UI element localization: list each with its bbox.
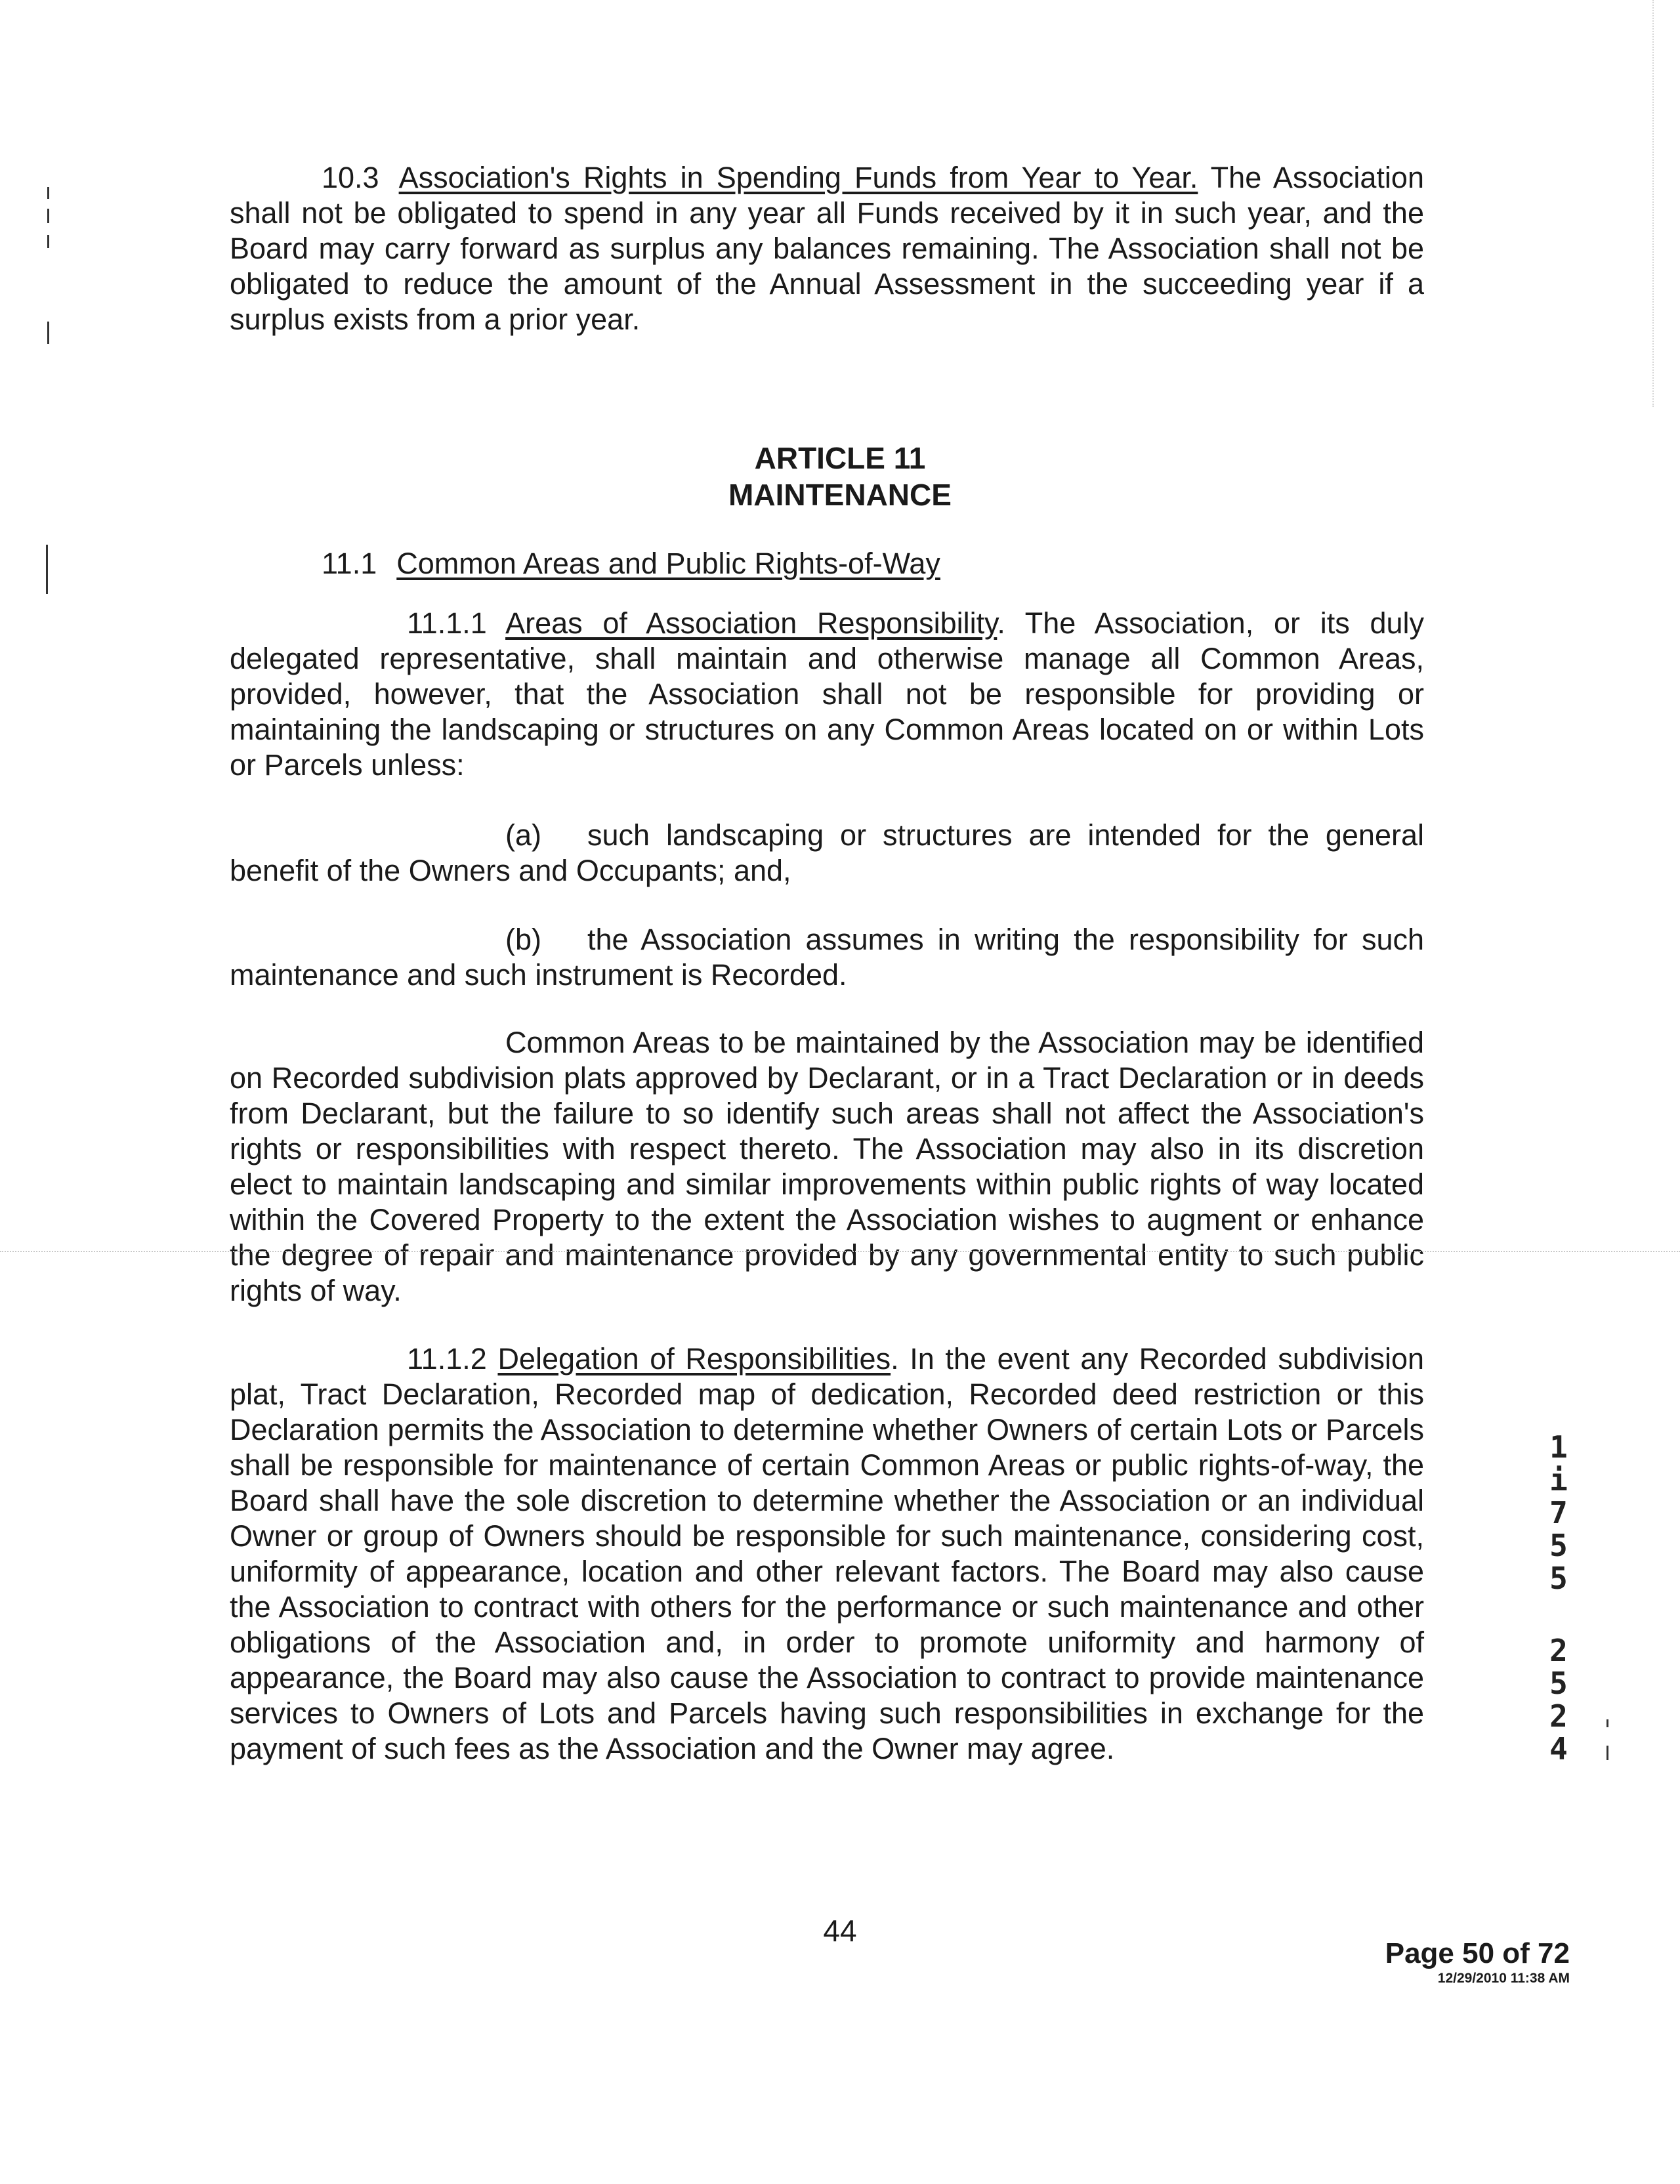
recording-timestamp: 12/29/2010 11:38 AM [1437, 1971, 1570, 1986]
section-number: 10.3 [322, 161, 379, 194]
item-text: the Association assumes in writing the responsibility for such maintenance and such instrument is Recorded. [230, 923, 1424, 992]
stamp-digit: 1 [1549, 1429, 1568, 1465]
stamp-digit: 4 [1549, 1731, 1568, 1767]
section-number: 11.1.1 [407, 606, 487, 640]
margin-tick [1606, 1746, 1608, 1760]
section-title: Delegation of Responsibilities [497, 1342, 891, 1376]
section-title: Common Areas and Public Rights-of-Way [396, 547, 940, 580]
item-text: such landscaping or structures are intended for the general benefit of the Owners and Occupants; and, [230, 818, 1424, 887]
section-number: 11.1.2 [407, 1342, 487, 1376]
item-label: (b) [505, 923, 541, 956]
page-number: 44 [823, 1914, 857, 1948]
stamp-digit: 5 [1549, 1666, 1568, 1701]
section-11-1 [322, 546, 940, 581]
section-title: Association's Rights in Spending Funds from Year to Year. [398, 161, 1198, 194]
common-areas-paragraph: Common Areas to be maintained by the Association may be identified on Recorded subdivision plats approved by Declarant, or in a Tract Declaration or in deeds from Declarant, but the failure to so identify such areas shall not affect the Association's rights or responsibilities with respect thereto. The Association may also in its discretion elect to maintain landscaping and similar improvements within public rights of way located within the Covered Property to the extent the Association wishes to augment or enhance the degree of repair and maintenance provided by any governmental entity to such public rights of way. [230, 1026, 1424, 1307]
item-a [230, 818, 1424, 889]
stamp-digit: 2 [1549, 1698, 1568, 1734]
stamp-digit: 5 [1549, 1528, 1568, 1563]
stamp-digit: 2 [1549, 1633, 1568, 1668]
section-body: . In the event any Recorded subdivision plat, Tract Declaration, Recorded map of dedication, Recorded deed restriction or this Declaration permits the Association to determine whether Owners of certain Lots or Parcels shall be responsible for maintenance of certain Common Areas or public rights-of-way, the Board shall have the sole discretion to determine whether the Association or an individual Owner or group of Owners should be responsible for such maintenance, considering cost, uniformity of appearance, location and other relevant factors. The Board may also cause the Association to contract with others for the performance or such maintenance and other obligations of the Association and, in order to promote uniformity and harmony of appearance, the Board may also cause the Association to contract to provide maintenance services to Owners of Lots and Parcels having such responsibilities in exchange for the payment of such fees as the Association and the Owner may agree. [230, 1342, 1424, 1765]
stamp-digit: 5 [1549, 1561, 1568, 1596]
article-number: ARTICLE 11 [754, 441, 926, 475]
section-11-1-2 [230, 1341, 1424, 1767]
scan-edge-mark [1652, 0, 1655, 407]
margin-tick [47, 209, 49, 223]
item-b [230, 922, 1424, 993]
section-title: Areas of Association Responsibility [505, 606, 998, 640]
section-body: . The Association, or its duly delegated representative, shall maintain and otherwise manage all Common Areas, provided, however, that the Association shall not be responsible for providing or maintaining the landscaping or structures on any Common Areas located on or within Lots or Parcels unless: [230, 606, 1425, 782]
margin-bar [46, 545, 48, 594]
stamp-digit: 7 [1549, 1495, 1568, 1530]
margin-tick [1606, 1719, 1608, 1727]
section-11-1-1 [230, 606, 1424, 783]
margin-tick [47, 235, 49, 248]
margin-tick [47, 187, 49, 199]
stamp-digit: i [1549, 1462, 1568, 1498]
section-body: The Association shall not be obligated to spend in any year all Funds received by it in such year, and the Board may carry forward as surplus any balances remaining. The Association shall not be obligated to reduce the amount of the Annual Assessment in the succeeding year if a surplus exists from a prior year. [230, 161, 1424, 336]
page-info [1385, 1937, 1570, 1987]
article-title: MAINTENANCE [728, 478, 952, 512]
scan-artifact-line [0, 1251, 1680, 1252]
page-of-count: Page 50 of 72 [1385, 1937, 1570, 1969]
margin-bar [47, 322, 49, 344]
item-label: (a) [505, 818, 541, 852]
section-number: 11.1 [322, 547, 377, 580]
recording-number-stamp [1545, 1431, 1572, 1765]
section-10-3 [230, 160, 1424, 337]
